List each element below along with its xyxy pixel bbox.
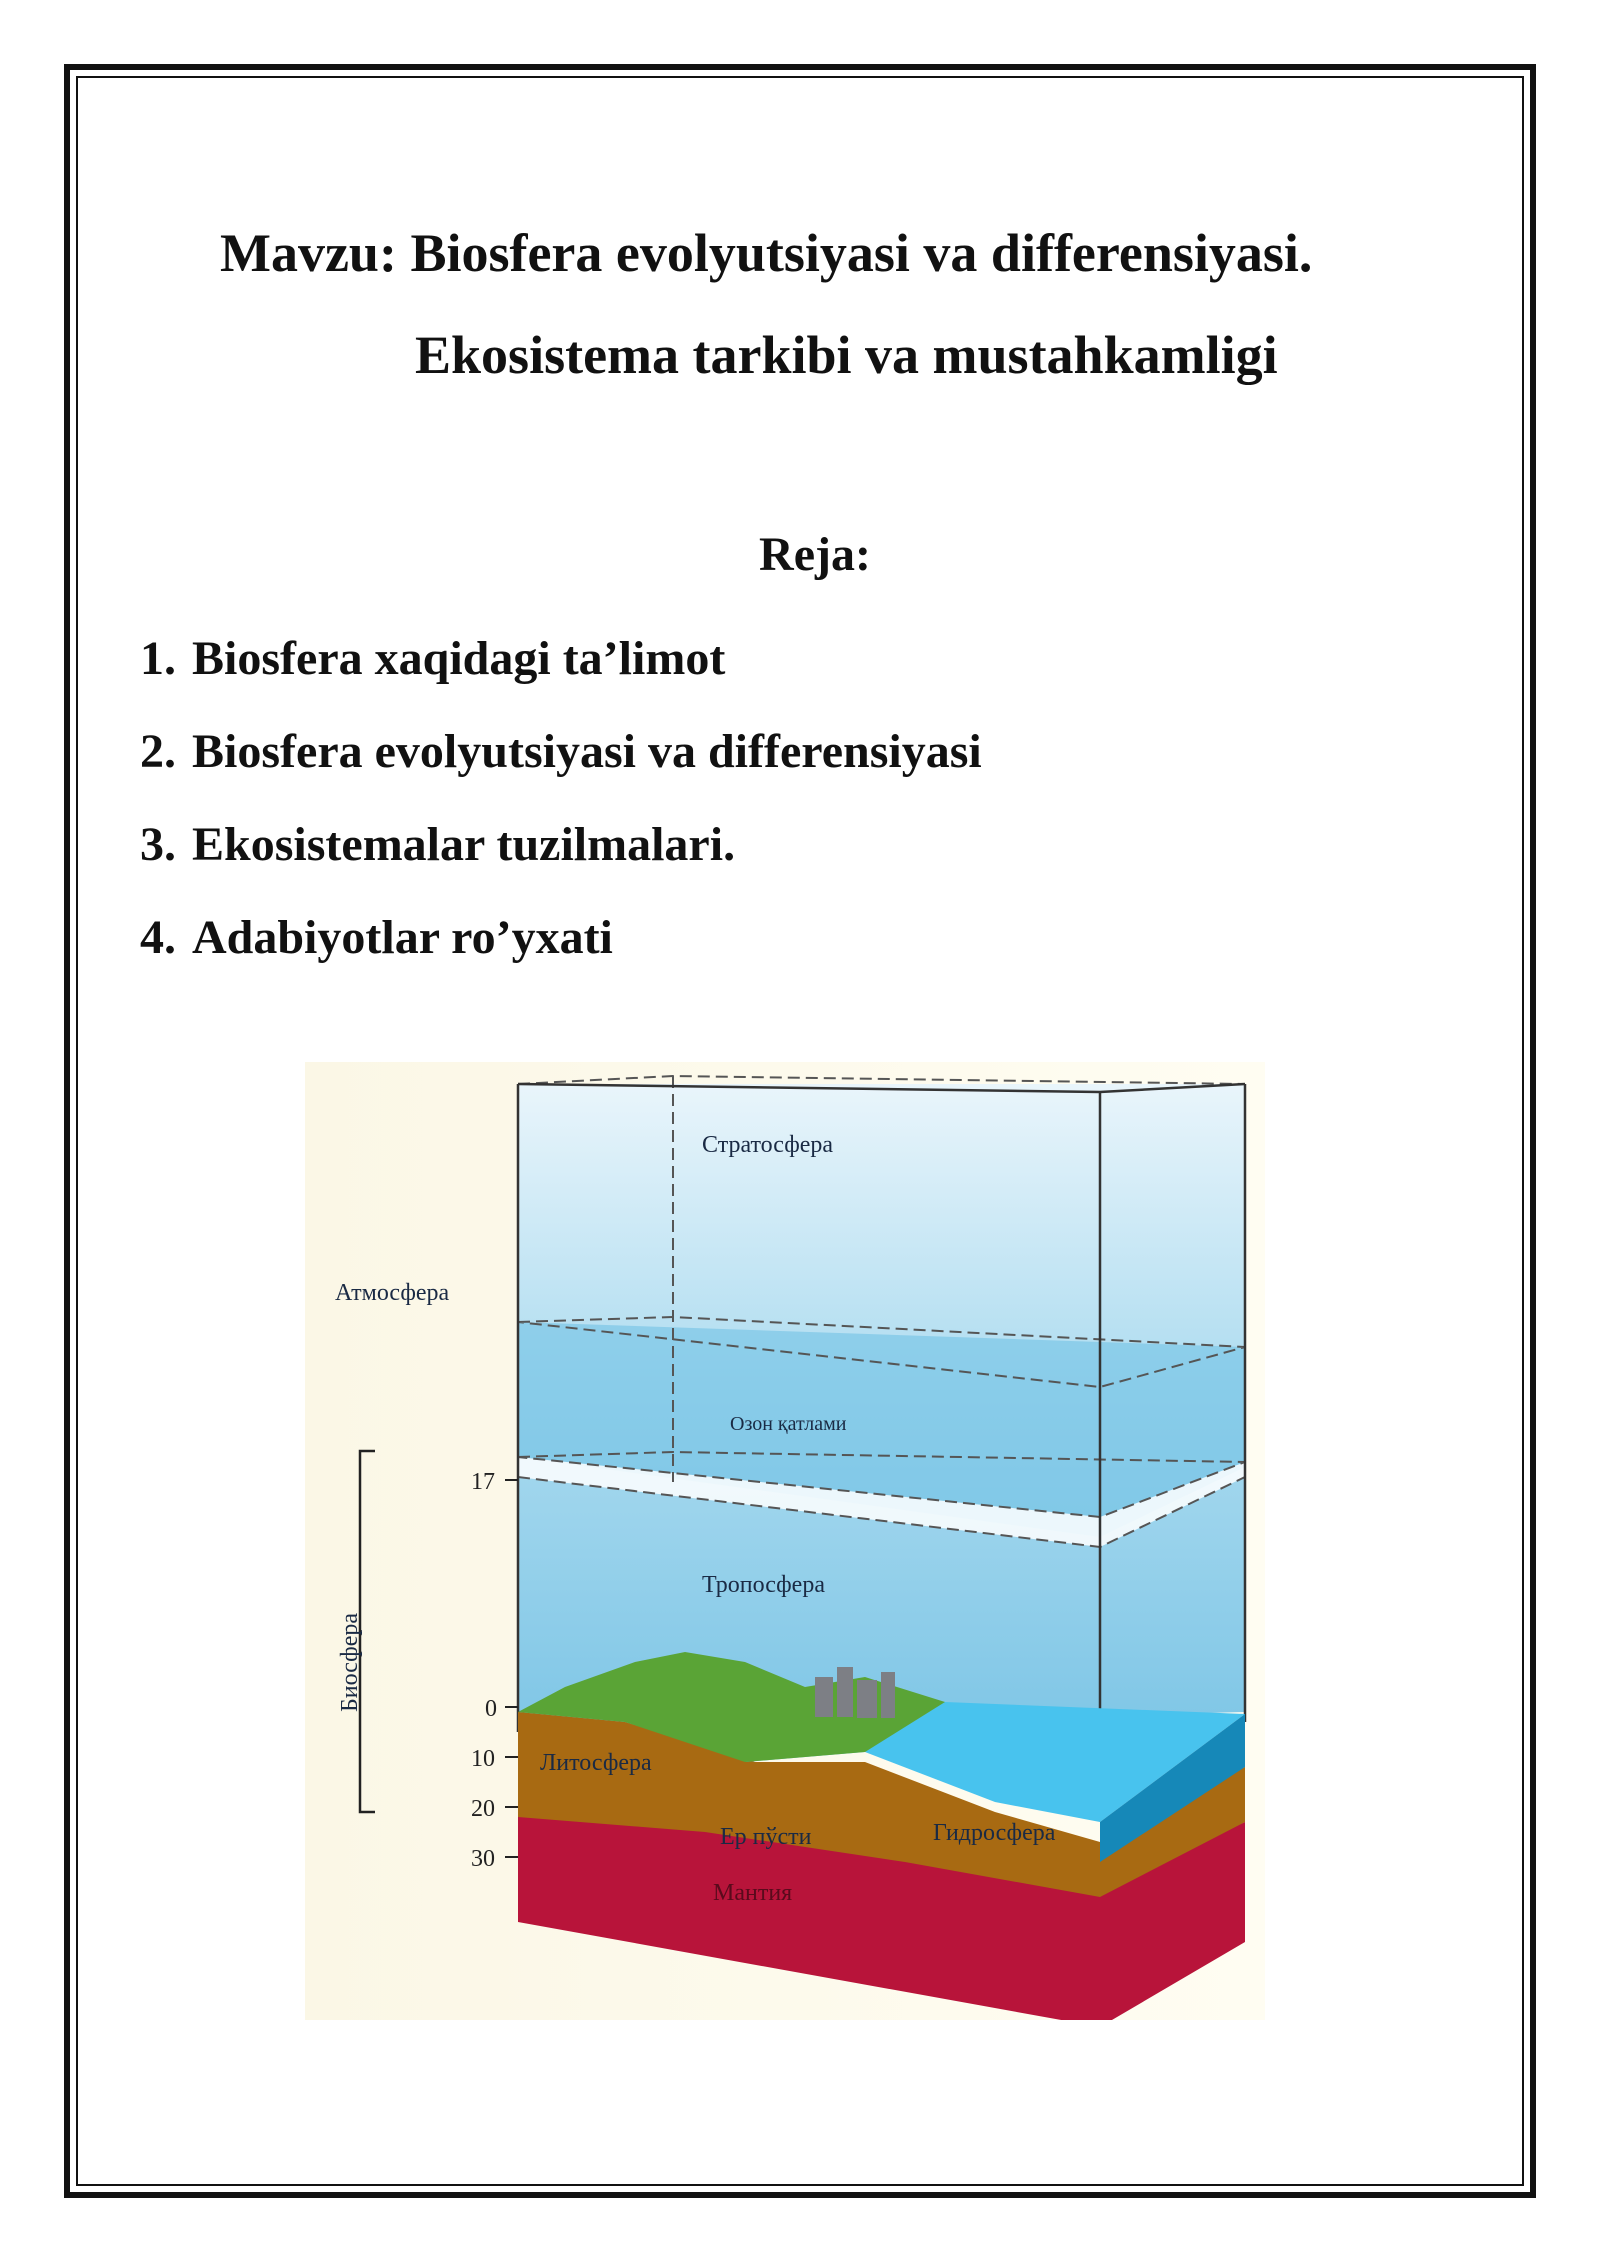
plan-item-text: Ekosistemalar tuzilmalari.	[192, 818, 736, 871]
troposphere-label: Тропосфера	[702, 1572, 825, 1598]
plan-item	[140, 612, 982, 705]
ozone-label: Озон қатлами	[730, 1413, 847, 1435]
atmosphere-label: Атмосфера	[335, 1280, 450, 1306]
crust-label: Ер пўсти	[720, 1824, 812, 1850]
plan-item	[140, 798, 982, 891]
biosphere-label: Биосфера	[337, 1612, 363, 1712]
plan-item	[140, 705, 982, 798]
biosphere-diagram	[305, 1062, 1265, 2020]
plan-item	[140, 891, 982, 984]
plan-list	[140, 612, 982, 984]
plan-heading: Reja:	[759, 528, 871, 581]
stratosphere-label: Стратосфера	[702, 1132, 834, 1158]
plan-item-text: Biosfera xaqidagi ta’limot	[192, 632, 726, 685]
plan-item-number: 3.	[140, 818, 176, 871]
topic-subtitle: Ekosistema tarkibi va mustahkamligi	[415, 325, 1278, 385]
plan-item-number: 4.	[140, 911, 176, 964]
plan-item-number: 2.	[140, 725, 176, 778]
plan-item-text: Biosfera evolyutsiyasi va differensiyasi	[192, 725, 982, 778]
tick-label: 20	[471, 1796, 495, 1822]
tick-label: 17	[471, 1469, 495, 1495]
plan-item-number: 1.	[140, 632, 176, 685]
topic-title: Mavzu: Biosfera evolyutsiyasi va differensiyasi.	[220, 223, 1313, 283]
tick-label: 30	[471, 1846, 495, 1872]
mantle-label: Мантия	[713, 1880, 793, 1906]
tick-label: 10	[471, 1746, 495, 1772]
lithosphere-label: Литосфера	[540, 1750, 652, 1776]
tick-label: 0	[485, 1696, 497, 1722]
plan-item-text: Adabiyotlar ro’yxati	[192, 911, 613, 964]
biosphere-diagram-svg	[305, 1062, 1265, 2020]
hydrosphere-label: Гидросфера	[933, 1820, 1056, 1846]
